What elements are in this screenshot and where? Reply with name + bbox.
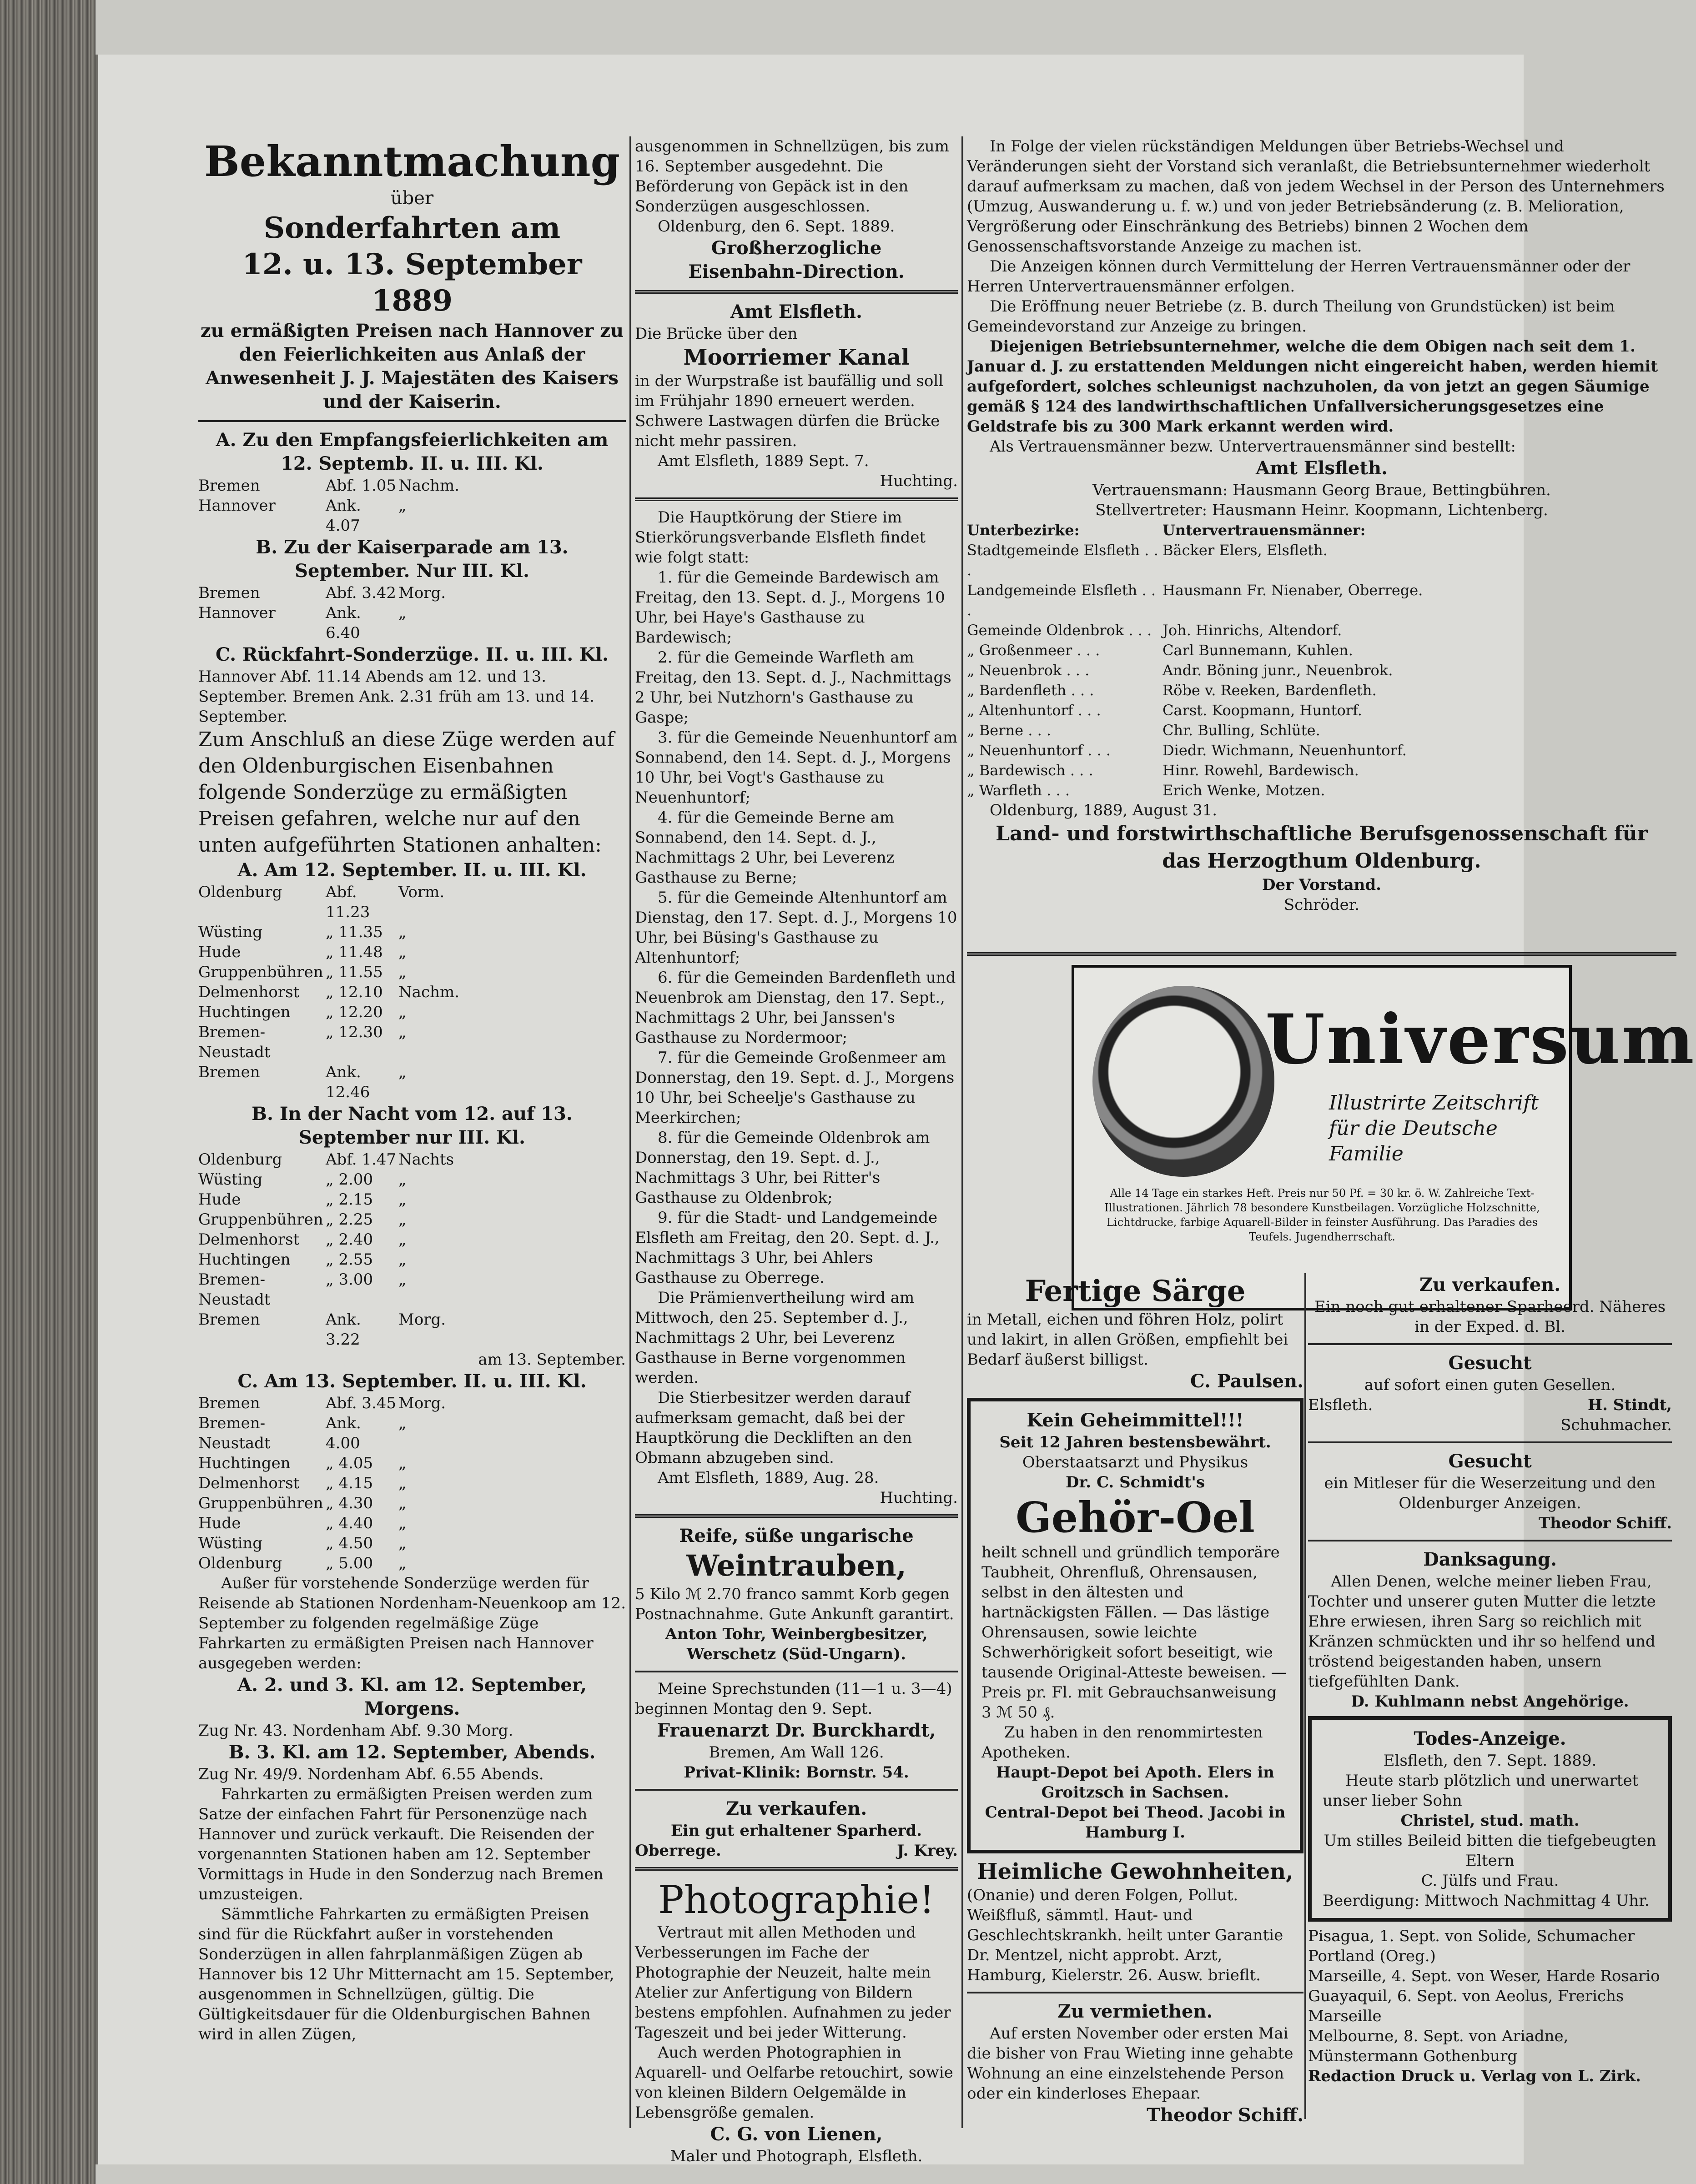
zug499: Zug Nr. 49/9. Nordenham Abf. 6.55 Abends. [198, 1765, 544, 1783]
vorstand-sig: Schröder. [1283, 896, 1360, 914]
ship-entry: Pisagua, 1. Sept. von Solide, Schumacher Portland (Oreg.) [1308, 1927, 1635, 1965]
koerung-item: 8. für die Gemeinde Oldenbrok am Donnerstag, den 19. Sept. d. J., Nachmittags 3 Uhr, bei Ritter's Gasthause zu Oldenbrok; [635, 1129, 930, 1207]
photo-sig-1: C. G. von Lienen, [710, 2124, 883, 2145]
person-row: „ Altenhuntorf . . . Carst. Koopmann, Huntorf. [967, 702, 1362, 719]
saerge-sig: C. Paulsen. [1190, 1371, 1303, 1392]
verkaufen-2-text: Ein noch gut erhaltener Sparheerd. Näheres in der Exped. d. Bl. [1314, 1298, 1666, 1336]
koerung-item: 9. für die Stadt- und Landgemeinde Elsfleth am Freitag, den 20. Sept. d. J., Nachmittags 3 Uhr, bei Ahlers Gasthause zu Oberrege. [635, 1209, 940, 1287]
koerung-item: 2. für die Gemeinde Warfleth am Freitag, den 13. Sept. d. J., Nachmittags 2 Uhr, bei Nutzhorn's Gasthause zu Gaspe; [635, 648, 951, 727]
saerge-title: Fertige Särge [1025, 1274, 1246, 1308]
ship-entry: Guayaquil, 6. Sept. von Aeolus, Frerichs Marseille [1308, 1987, 1624, 2025]
gesucht-2-text: ein Mitleser für die Weserzeitung und den Oldenburger Anzeigen. [1324, 1474, 1656, 1512]
person-row: Stadtgemeinde Elsfleth . . . Bäcker Elers, Elsfleth. [967, 542, 1328, 579]
person-row: „ Bardenfleth . . . Röbe v. Reeken, Bardenfleth. [967, 682, 1377, 699]
bg-name-1: Land- und forstwirthschaftliche Berufsgenossenschaft für [996, 822, 1648, 845]
dank-title: Danksagung. [1423, 1549, 1557, 1570]
heimliche-title: Heimliche Gewohnheiten, [977, 1859, 1293, 1884]
sched-a-title: A. Am 12. September. II. u. III. Kl. [237, 859, 587, 881]
divider [1308, 1540, 1672, 1541]
universum-subtitle: Illustrirte Zeitschrift für die Deutsche Familie [1329, 1091, 1539, 1165]
sched-c-title: C. Am 13. September. II. u. III. Kl. [237, 1371, 587, 1392]
zug43: Zug Nr. 43. Nordenham Abf. 9.30 Morg. [198, 1722, 513, 1740]
person-row: „ Neuenhuntorf . . . Diedr. Wichmann, Neuenhuntorf. [967, 742, 1407, 759]
person-row: „ Bardewisch . . . Hinr. Rowehl, Bardewisch. [967, 762, 1359, 779]
kein-geheimmittel: Kein Geheimmittel!!! [1027, 1410, 1244, 1431]
person-row: „ Berne . . . Chr. Bulling, Schlüte. [967, 722, 1320, 739]
verkaufen-2-title: Zu verkaufen. [1419, 1274, 1561, 1295]
dank-text: Allen Denen, welche meiner lieben Frau, Tochter und unserer guten Mutter die letzte Ehre erwiesen, ihren Sarg so reichlich mit Kränzen schmückten und ihr so helfend und tröstend beigestanden haben, unsern tiefgefühlten Dank. [1308, 1572, 1656, 1691]
gesucht-1-text: auf sofort einen guten Gesellen. [1364, 1376, 1616, 1394]
central-depot: Central-Depot bei Theod. Jacobi in Hamburg I. [985, 1803, 1286, 1842]
bg-paragraph-5: Als Vertrauensmänner bezw. Untervertrauensmänner sind bestellt: [990, 437, 1516, 456]
anschluss-text: Zum Anschluß an diese Züge werden auf den Oldenburgischen Eisenbahnen folgende Sonderzüge zu ermäßigten Preisen gefahren, welche nur auf den unten aufgeführten Stationen anhalten: [198, 728, 614, 857]
wein-sig-2: Werschetz (Süd-Ungarn). [687, 1645, 906, 1663]
vorstand: Der Vorstand. [1262, 876, 1381, 894]
gesucht-2-title: Gesucht [1448, 1451, 1532, 1472]
impressum: Redaction Druck u. Verlag von L. Zirk. [1308, 2067, 1641, 2085]
koerung-item: 7. für die Gemeinde Großenmeer am Donnerstag, den 19. Sept. d. J., Morgens 10 Uhr, bei Scheelje's Gasthause zu Meerkirchen; [635, 1049, 955, 1127]
gesucht-1-sig: Elsfleth. H. Stindt, [1308, 1396, 1672, 1414]
oel-ad-box [967, 1398, 1303, 1853]
person-row: Gemeinde Oldenbrok . . . Joh. Hinrichs, Altendorf. [967, 622, 1342, 639]
verkaufen-title: Zu verkaufen. [725, 1798, 867, 1819]
column-rule [961, 136, 963, 2128]
notice-title-2: 12. u. 13. September [242, 247, 582, 281]
wein-sig-1: Anton Tohr, Weinbergbesitzer, [665, 1625, 928, 1643]
todes-date: Elsfleth, den 7. Sept. 1889. [1383, 1752, 1597, 1770]
schedule-row: Hannover Ank. 6.40 „ [198, 604, 407, 642]
photo-text: Vertraut mit allen Methoden und Verbesserungen im Fache der Photographie der Neuzeit, halte mein Atelier zur Anfertigung von Bildern bestens empfohlen. Aufnahmen zu jeder Tageszeit und bei jeder Witterung. [635, 1923, 951, 2042]
schedule-row: Hannover Ank. 4.07 „ [198, 497, 407, 535]
doctor-name: Dr. C. Schmidt's [1066, 1473, 1205, 1491]
column-1 [198, 136, 626, 2119]
oel-apotheken: Zu haben in den renommirtesten Apotheken. [981, 1723, 1263, 1762]
divider [967, 952, 1676, 956]
vermiethen-text: Auf ersten November oder ersten Mai die bisher von Frau Wieting inne gehabte Wohnung an eine einzelstehende Person oder ein kinderloses Ehepaar. [967, 2024, 1293, 2103]
sprech-text: Meine Sprechstunden (11—1 u. 3—4) beginnen Montag den 9. Sept. [635, 1680, 952, 1718]
schedule-row: Bremen Abf. 3.42 Morg. [198, 584, 446, 602]
universum-fineprint: Alle 14 Tage ein starkes Heft. Preis nur 50 Pf. = 30 kr. ö. W. Zahlreiche Text-Illustrationen. Jährlich 78 besondere Kunstbeilagen. Vorzügliche Holzschnitte, Lichtdrucke, farbige Aquarell-Bilder in feinster Ausführung. Das Paradies des Teufels. Jugendherrschaft. [1104, 1187, 1540, 1243]
gesucht-1-sig-2: Schuhmacher. [1560, 1416, 1672, 1434]
todes-sig: C. Jülfs und Frau. [1421, 1872, 1559, 1890]
todes-text: Heute starb plötzlich und unerwartet unser lieber Sohn [1323, 1772, 1639, 1810]
notice-title-1: Sonderfahrten am [263, 211, 561, 245]
arzt-klinik: Privat-Klinik: Bornstr. 54. [684, 1763, 909, 1782]
figure-illustration [1092, 986, 1274, 1177]
bg-paragraph-3: Die Eröffnung neuer Betriebe (z. B. durch Theilung von Grundstücken) ist beim Gemeindevorstand zur Anzeige zu bringen. [967, 297, 1615, 336]
schedule-row: Bremen Abf. 1.05 Nachm. [198, 477, 460, 495]
koerung-item: 6. für die Gemeinden Bardenfleth und Neuenbrok am Dienstag, den 17. Sept., Nachmittags 2 Uhr, bei Janssen's Gasthause zu Nordermoor; [635, 969, 956, 1047]
vertrauensmann: Vertrauensmann: Hausmann Georg Braue, Bettingbühren. [1092, 481, 1551, 499]
todes-burial: Beerdigung: Mittwoch Nachmittag 4 Uhr. [1323, 1892, 1650, 1910]
section-b-title: B. Zu der Kaiserparade am 13. September. Nur III. Kl. [256, 537, 569, 582]
bg-paragraph-1: In Folge der vielen rückständigen Meldungen über Betriebs-Wechsel und Veränderungen sieht der Vorstand sich veranlaßt, die Betriebsunternehmer wiederholt darauf aufmerksam zu machen, daß von jedem Wechsel in der Person des Unternehmers (Umzug, Auswanderung u. f. w.) und von jeder Betriebsänderung (z. B. Melioration, Vergrößerung oder Einschränkung des Betriebs) binnen 2 Wochen dem Genossenschaftsvorstande Anzeige zu machen ist. [967, 137, 1665, 256]
ausser-text: Außer für vorstehende Sonderzüge werden für Reisende ab Stationen Nordenham-Neuenkoop am 12. September zu folgenden regelmäßige Züge Fahrkarten zu ermäßigten Preisen nach Hannover ausgegeben werden: [198, 1574, 626, 1672]
ship-entry: Melbourne, 8. Sept. von Ariadne, Münstermann Gothenburg [1308, 2027, 1569, 2065]
bg-paragraph-2: Die Anzeigen können durch Vermittelung der Herren Vertrauensmänner oder der Herren Untervertrauensmänner erfolgen. [967, 257, 1631, 296]
notice-heading: Bekanntmachung [204, 137, 620, 186]
date-1: Oldenburg, den 6. Sept. 1889. [658, 217, 895, 236]
section-c-text: Hannover Abf. 11.14 Abends am 12. und 13. September. Bremen Ank. 2.31 früh am 13. und 14. September. [198, 668, 594, 726]
todes-title: Todes-Anzeige. [1414, 1728, 1566, 1749]
saerge-text: in Metall, eichen und föhren Holz, polirt und lakirt, in allen Größen, empfiehlt bei Bedarf äußerst billigst. [967, 1310, 1288, 1369]
divider [635, 1867, 958, 1871]
universum-ad [967, 946, 1696, 1320]
todes-anzeige-box [1308, 1716, 1672, 1922]
photo-title: Photographie! [658, 1878, 935, 1922]
vermiethen-sig: Theodor Schiff. [1147, 2104, 1303, 2126]
verkaufen-text: Ein gut erhaltener Sparherd. [670, 1822, 922, 1840]
haupt-depot: Haupt-Depot bei Apoth. Elers in Groitzsch in Sachsen. [996, 1763, 1274, 1802]
photo-sig-2: Maler und Photograph, Elsfleth. [670, 2147, 923, 2165]
signature-1a: Großherzogliche [711, 237, 882, 259]
seit-12-jahren: Seit 12 Jahren bestensbewährt. [999, 1433, 1271, 1451]
koerung-item: 4. für die Gemeinde Berne am Sonnabend, den 14. Sept. d. J., Nachmittags 2 Uhr, bei Leverenz Gasthause zu Berne; [635, 808, 895, 887]
person-row: „ Warfleth . . . Erich Wenke, Motzen. [967, 782, 1325, 799]
column-rule [629, 136, 631, 2128]
divider [198, 420, 626, 422]
section-a-title: A. Zu den Empfangsfeierlichkeiten am 12. Septemb. II. u. III. Kl. [216, 429, 609, 474]
signature-1b: Eisenbahn-Direction. [688, 261, 905, 282]
dank-sig: D. Kuhlmann nebst Angehörige. [1351, 1692, 1629, 1711]
divider [1308, 1343, 1672, 1345]
persons-header: Unterbezirke: Untervertrauensmänner: [967, 522, 1366, 539]
gesucht-1-title: Gesucht [1448, 1352, 1532, 1374]
koerung-item: 1. für die Gemeinde Bardewisch am Freitag, den 13. Sept. d. J., Morgens 10 Uhr, bei Haye's Gasthause zu Bardewisch; [635, 568, 945, 647]
universum-box [1072, 965, 1696, 1310]
column-3-lower-left [967, 1273, 1303, 2126]
koerung-item: 3. für die Gemeinde Neuenhuntorf am Sonnabend, den 14. Sept. d. J., Morgens 10 Uhr, bei Vogt's Gasthause zu Neuenhuntorf; [635, 728, 958, 807]
sched-a-table: Oldenburg Abf. 11.23 Vorm. Wüsting „ 11.35 „ Hude „ 11.48 „ Gruppenbühren „ 11.55 „ Delmenhorst „ 12.10 Nachm. Huchtingen „ 12.20 „ Bremen-Neustadt „ 12.30 „ Bremen Ank. 12.46 „ [198, 883, 460, 1101]
notice-title-3: 1889 [371, 284, 453, 318]
sched-b-table: Oldenburg Abf. 1.47 Nachts Wüsting „ 2.00 „ Hude „ 2.15 „ Gruppenbühren „ 2.25 „ Delmenhorst „ 2.40 „ Huchtingen „ 2.55 „ Bremen-Neustadt „ 3.00 „ Bremen Ank. 3.22 Morg. am 13. September. [198, 1150, 626, 1369]
date-3: Amt Elsfleth, 1889, Aug. 28. [658, 1469, 879, 1487]
date-2: Amt Elsfleth, 1889 Sept. 7. [658, 452, 869, 470]
stierbesitzer-text: Die Stierbesitzer werden darauf aufmerksam gemacht, daß bei der Hauptkörung die Deckliften an den Obmann abzugeben sind. [635, 1389, 912, 1467]
notice-intro: zu ermäßigten Preisen nach Hannover zu den Feierlichkeiten aus Anlaß der Anwesenheit J. J. Majestäten des Kaisers und der Kaiserin. [200, 320, 624, 412]
vermiethen-title: Zu vermiethen. [1057, 2001, 1213, 2022]
newspaper-page [96, 55, 1696, 2165]
wein-intro: Reife, süße ungarische [679, 1525, 914, 1546]
praemien-text: Die Prämienvertheilung wird am Mittwoch, den 25. September d. J., Nachmittags 2 Uhr, bei Leverenz Gasthause in Berne vorgenommen werden. [635, 1289, 915, 1387]
book-spine [0, 0, 96, 2184]
saemmtliche-text: Sämmtliche Fahrkarten zu ermäßigten Preisen sind für die Rückfahrt außer in vorstehenden Sonderzügen in allen fahrplanmäßigen Zügen ab Hannover bis 12 Uhr Mitternacht am 15. September, ausgenommen in Schnellzügen, gültig. Die Gültigkeitsdauer für die Oldenburgischen Bahnen wird in allen Zügen, [198, 1905, 614, 2043]
a23-title: A. 2. und 3. Kl. am 12. September, Morgens. [237, 1674, 587, 1719]
person-row: „ Großenmeer . . . Carl Bunnemann, Kuhlen. [967, 642, 1353, 659]
sched-c-table: Bremen Abf. 3.45 Morg. Bremen-Neustadt Ank. 4.00 „ Huchtingen „ 4.05 „ Delmenhorst „ 4.15 „ Gruppenbühren „ 4.30 „ Hude „ 4.40 „ Wüsting „ 4.50 „ Oldenburg „ 5.00 „ [198, 1394, 446, 1572]
kanal-text: in der Wurpstraße ist baufällig und soll im Frühjahr 1890 erneuert werden. Schwere Lastwagen dürfen die Brücke nicht mehr passiren. [635, 372, 944, 450]
bruecke-text: Die Brücke über den [635, 325, 798, 343]
universum-title: Universum [1265, 999, 1696, 1079]
kanal-title: Moorriemer Kanal [683, 345, 910, 370]
koerung-item: 5. für die Gemeinde Altenhuntorf am Dienstag, den 17. Sept. d. J., Morgens 10 Uhr, bei Büsing's Gasthause zu Altenhuntorf; [635, 889, 957, 967]
section-c-title: C. Rückfahrt-Sonderzüge. II. u. III. Kl. [215, 644, 609, 665]
amt-title: Amt Elsfleth. [730, 301, 862, 322]
person-row: Landgemeinde Elsfleth . . . Hausmann Fr. Nienaber, Oberrege. [967, 582, 1423, 619]
signature-3: Huchting. [880, 1489, 958, 1507]
gehoer-oel-title: Gehör-Oel [1016, 1493, 1255, 1542]
todes-name: Christel, stud. math. [1400, 1812, 1580, 1830]
stellvertreter: Stellvertreter: Hausmann Heinr. Koopmann, Lichtenberg. [1095, 501, 1548, 519]
ship-entry: Marseille, 4. Sept. von Weser, Harde Rosario [1308, 1967, 1660, 1985]
oberstaatsarzt: Oberstaatsarzt und Physikus [1022, 1453, 1248, 1471]
divider [967, 1992, 1303, 1993]
continued-text: ausgenommen in Schnellzügen, bis zum 16. September ausgedehnt. Die Beförderung von Gepäck ist in den Sonderzügen ausgeschlossen. [635, 137, 949, 216]
sched-b-title: B. In der Nacht vom 12. auf 13. September nur III. Kl. [252, 1103, 573, 1148]
divider [635, 1671, 958, 1672]
person-row: „ Neuenbrok . . . Andr. Böning junr., Neuenbrok. [967, 662, 1393, 679]
wein-title: Weintrauben, [686, 1549, 906, 1583]
koerung-intro: Die Hauptkörung der Stiere im Stierkörungsverbande Elsfleth findet wie folgt statt: [635, 508, 926, 567]
column-3-top [967, 136, 1676, 946]
notice-ueber: über [390, 188, 434, 209]
bg-name-2: das Herzogthum Oldenburg. [1162, 849, 1481, 873]
divider [635, 1514, 958, 1518]
arzt-name: Frauenarzt Dr. Burckhardt, [657, 1720, 936, 1741]
divider [635, 290, 958, 294]
column-rule [1304, 1273, 1306, 2119]
fahrkarten-text: Fahrkarten zu ermäßigten Preisen werden zum Satze der einfachen Fahrt für Personenzüge nach Hannover und zurück verkauft. Die Reisenden der vorgenannten Stationen haben am 12. September Vormittags in Hude in den Sonderzug nach Bremen umzusteigen. [198, 1785, 604, 1903]
column-3-lower-right [1308, 1273, 1672, 2119]
divider [1308, 1441, 1672, 1443]
divider [635, 497, 958, 501]
b3-title: B. 3. Kl. am 12. September, Abends. [228, 1742, 596, 1763]
heimliche-text: (Onanie) und deren Folgen, Pollut. Weißfluß, sämmtl. Haut- und Geschlechtskrankh. heilt unter Garantie Dr. Mentzel, nicht approbt. Arzt, Hamburg, Kielerstr. 26. Ausw. brieflt. [967, 1886, 1283, 1984]
arzt-address: Bremen, Am Wall 126. [709, 1743, 884, 1762]
bg-date: Oldenburg, 1889, August 31. [990, 801, 1218, 819]
wein-text: 5 Kilo ℳ 2.70 franco sammt Korb gegen Postnachnahme. Gute Ankunft garantirt. [635, 1585, 954, 1623]
bg-paragraph-4: Diejenigen Betriebsunternehmer, welche die dem Obigen nach seit dem 1. Januar d. J. zu erstattenden Meldungen nicht eingereicht haben, werden hiemit aufgefordert, solches schleunigst nachzuholen, da von jetzt an gegen Säumige gemäß § 124 des landwirthschaftlichen Unfallversicherungsgesetzes eine Geldstrafe bis zu 300 Mark erkannt werden wird. [967, 337, 1658, 436]
column-2 [635, 136, 958, 2165]
amt-elsfleth-title: Amt Elsfleth. [1256, 457, 1388, 479]
verkaufen-sig: Oberrege. J. Krey. [635, 1842, 958, 1860]
gesucht-2-sig: Theodor Schiff. [1538, 1514, 1672, 1532]
signature-2: Huchting. [880, 472, 958, 490]
todes-text-2: Um stilles Beileid bitten die tiefgebeugten Eltern [1324, 1832, 1656, 1870]
oel-text: heilt schnell und gründlich temporäre Taubheit, Ohrenfluß, Ohrensausen, selbst in den ältesten und hartnäckigsten Fällen. — Das lästige Ohrensausen, sowie leichte Schwerhörigkeit sofort beseitigt, wie tausende Original-Atteste beweisen. — Preis pr. Fl. mit Gebrauchsanweisung 3 ℳ 50 ₰. [981, 1543, 1287, 1722]
photo-text-2: Auch werden Photographien in Aquarell- und Oelfarbe retouchirt, sowie von kleinen Bildern Oelgemälde in Lebensgröße gemalen. [635, 2043, 953, 2122]
divider [635, 1789, 958, 1791]
